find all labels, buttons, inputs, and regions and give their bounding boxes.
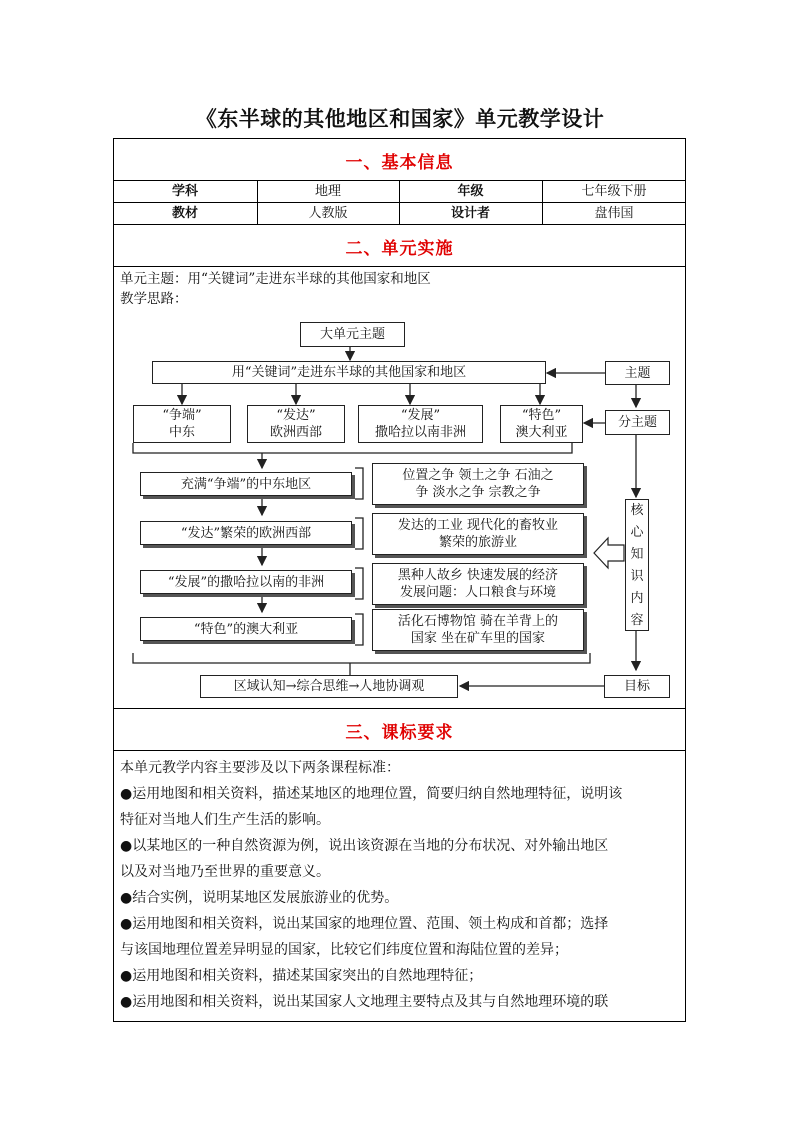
- topic-title-sub-saharan-africa: “发展”的撒哈拉以南的非洲: [140, 570, 352, 594]
- content-line: 发达的工业 现代化的畜牧业: [397, 518, 559, 533]
- label-subject: 学科: [171, 184, 198, 199]
- curriculum-line: 特征对当地人们生产生活的影响。: [120, 812, 330, 828]
- sub-theme-label-box: 分主题: [605, 410, 670, 435]
- topic-title-western-europe: “发达”繁荣的欧洲西部: [140, 521, 352, 545]
- topic-title-middle-east: 充满“争端”的中东地区: [140, 472, 352, 496]
- big-unit-theme-box: 大单元主题: [300, 322, 405, 347]
- keyword-word: “发展”: [400, 408, 441, 423]
- section-heading-curriculum: 三、课标要求: [345, 723, 454, 743]
- main-theme-box: 用“关键词”走进东半球的其他国家和地区: [152, 361, 546, 384]
- keyword-region: 澳大利亚: [515, 425, 568, 440]
- topic-title-australia: “特色”的澳大利亚: [140, 617, 352, 641]
- content-line: 国家 坐在矿车里的国家: [410, 631, 546, 646]
- theme-label-box: 主题: [605, 361, 670, 385]
- content-line: 位置之争 领土之争 石油之: [402, 468, 554, 483]
- content-line: 发展问题：人口粮食与环境: [399, 585, 556, 600]
- label-designer: 设计者: [450, 206, 490, 221]
- keyword-box-feature: [500, 405, 583, 443]
- section-heading-basic-info: 一、基本信息: [345, 153, 454, 173]
- keyword-region: 中东: [168, 425, 195, 440]
- value-subject: 地理: [314, 184, 341, 199]
- topic-content-middle-east: [372, 463, 584, 505]
- goal-label-box: 目标: [604, 675, 670, 698]
- core-char: 容: [630, 613, 644, 628]
- topic-content-western-europe: [372, 513, 584, 555]
- core-char: 核: [630, 503, 644, 518]
- keyword-box-developing: [358, 405, 483, 443]
- curriculum-line: ●结合实例，说明某地区发展旅游业的优势。: [120, 890, 399, 906]
- curriculum-line: ●运用地图和相关资料，描述某国家突出的自然地理特征；: [120, 968, 483, 984]
- keyword-box-developed: [247, 405, 345, 443]
- content-line: 争 淡水之争 宗教之争: [415, 485, 541, 500]
- goal-text-box: 区域认知→综合思维→人地协调观: [200, 675, 458, 698]
- curriculum-line: 与该国地理位置差异明显的国家，比较它们纬度位置和海陆位置的差异；: [120, 942, 568, 958]
- keyword-word: “争端”: [162, 408, 202, 423]
- value-textbook: 人教版: [308, 206, 348, 221]
- keyword-box-dispute: [133, 405, 231, 443]
- curriculum-line: ●运用地图和相关资料，说出某国家的地理位置、范围、领土构成和首都；选择: [120, 916, 609, 932]
- keyword-word: “特色”: [521, 408, 562, 423]
- value-grade: 七年级下册: [581, 184, 647, 199]
- unit-theme-line: 单元主题：用“关键词”走进东半球的其他国家和地区: [120, 271, 431, 287]
- curriculum-line: ●以某地区的一种自然资源为例，说出该资源在当地的分布状况、对外输出地区: [120, 838, 609, 854]
- topic-content-australia: [372, 609, 584, 651]
- keyword-word: “发达”: [276, 408, 316, 423]
- label-textbook: 教材: [171, 206, 198, 221]
- keyword-region: 欧洲西部: [269, 425, 322, 440]
- content-line: 繁荣的旅游业: [438, 535, 517, 550]
- content-line: 活化石博物馆 骑在羊背上的: [397, 614, 559, 629]
- curriculum-line: 以及对当地乃至世界的重要意义。: [120, 864, 330, 880]
- core-char: 识: [630, 569, 644, 584]
- section-heading-implementation: 二、单元实施: [345, 239, 454, 259]
- curriculum-line: ●运用地图和相关资料，描述某地区的地理位置，简要归纳自然地理特征，说明该: [120, 786, 623, 802]
- curriculum-line: 本单元教学内容主要涉及以下两条课程标准：: [120, 760, 400, 776]
- label-grade: 年级: [457, 184, 484, 199]
- curriculum-line: ●运用地图和相关资料，说出某国家人文地理主要特点及其与自然地理环境的联: [120, 994, 609, 1010]
- core-char: 内: [630, 591, 644, 606]
- keyword-region: 撒哈拉以南非洲: [374, 425, 466, 440]
- topic-content-sub-saharan-africa: [372, 563, 584, 605]
- value-designer: 盘伟国: [594, 206, 634, 221]
- document-title: 《东半球的其他地区和国家》单元教学设计: [195, 107, 605, 131]
- core-knowledge-box: [625, 499, 649, 631]
- core-char: 知: [630, 547, 644, 562]
- core-char: 心: [630, 525, 644, 540]
- content-line: 黑种人故乡 快速发展的经济: [397, 568, 559, 583]
- teaching-thinking-label: 教学思路：: [120, 291, 188, 307]
